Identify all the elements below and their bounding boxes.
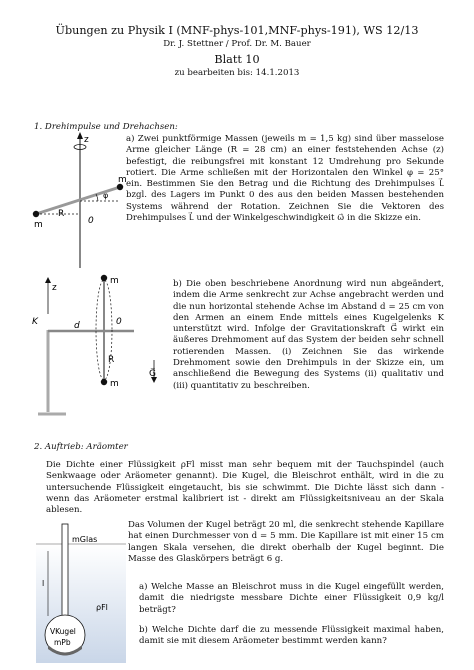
label-zero: 0: [88, 216, 94, 226]
label-R: R: [58, 209, 65, 219]
problem1-part-a: a) Zwei punktförmige Massen (jeweils m = 1,5 kg) sind über masselose Arme gleicher Länge (R = 28 cm) an einer feststehenden Achse (z) befestigt, die reibungsfrei mit konstant 12 Umdrehung pro Sekunde rotiert. Die Arme schließen mit der Horizontalen den Winkel φ = 25° ein. Bestimmen Sie den Betrag und die Richtung des Drehimpulses L⃗ bzgl. des Lagers im Punkt 0 des aus den beiden Massen bestehenden Systems während der Rotation. Zeichnen Sie die Vektoren des Drehimpulses L⃗ und der Winkelgeschwindigkeit ω⃗ in die Skizze ein.: [126, 134, 444, 224]
sheet-authors: Dr. J. Stettner / Prof. Dr. M. Bauer: [163, 39, 311, 49]
problem2-question-a: a) Welche Masse an Bleischrot muss in die Kugel eingefüllt werden, damit die niedrigste messbare Dichte einer Flüssigkeit 0,9 kg/l beträgt?: [139, 582, 444, 615]
problem2-intro: Die Dichte einer Flüssigkeit ρFl misst man sehr bequem mit der Tauchspindel (auch Senkwaage oder Aräometer genannt). Die Kugel, die Bleischrot enthält, wird in die zu untersuchende Flüssigkeit eingetaucht, bis sie schwimmt. Die Dichte lässt sich dann - wenn das Aräometer erstmal kalibriert ist - direkt am Flüssigkeitsniveau an der Skala ablesen.: [46, 460, 444, 516]
label-G: G⃗: [149, 369, 156, 379]
figure-gyroscope: [32, 272, 172, 424]
due-date: zu bearbeiten bis: 14.1.2013: [174, 68, 300, 78]
label-l: l: [42, 579, 45, 588]
label-R: R: [108, 355, 115, 365]
label-m-pb: mPb: [54, 638, 71, 647]
label-m-bottom: m: [34, 220, 43, 230]
label-m-top: m: [110, 276, 119, 286]
figure-rotating-masses: [28, 130, 138, 270]
problem1-heading: 1. Drehimpulse und Drehachsen:: [34, 122, 178, 132]
label-m-glas: mGlas: [72, 535, 98, 544]
axis-arrow-icon: [77, 132, 83, 139]
label-m-bottom: m: [110, 379, 119, 389]
label-phi: φ: [103, 191, 109, 200]
mass-bottom: [101, 379, 107, 385]
z-arrow-head-icon: [45, 277, 51, 283]
label-rho: ρFl: [96, 603, 108, 612]
mass-top: [101, 275, 107, 281]
problem2-paragraph: Das Volumen der Kugel beträgt 20 ml, die senkrecht stehende Kapillare hat einen Durchmesser von d = 5 mm. Die Kapillare ist mit einer 15 cm langen Skala versehen, die direkt oberhalb der Kugel beginnt. Die Masse des Glaskörpers beträgt 6 g.: [128, 520, 444, 564]
label-z: z: [52, 283, 57, 293]
figure-areometer: [36, 518, 126, 663]
capillary: [62, 524, 68, 616]
label-K: K: [32, 317, 38, 327]
label-m-top: m: [118, 175, 127, 185]
mass-bottom: [33, 211, 39, 217]
problem2-question-b: b) Welche Dichte darf die zu messende Flüssigkeit maximal haben, damit sie mit diesem Aräometer bestimmt werden kann?: [139, 625, 444, 647]
sheet-number: Blatt 10: [214, 53, 260, 66]
label-zero: 0: [116, 317, 122, 327]
sheet-title: Übungen zu Physik I (MNF-phys-101,MNF-phys-191), WS 12/13: [55, 24, 419, 37]
label-v-kugel: VKugel: [50, 627, 76, 636]
label-z: z: [84, 135, 89, 145]
problem1-part-b: b) Die oben beschriebene Anordnung wird nun abgeändert, indem die Arme senkrecht zur Achse angebracht werden und die nun horizontal stehende Achse im Abstand d = 25 cm von den Armen an einem Ende mittels eines Kugelgelenks K unterstützt wird. Infolge der Gravitationskraft G⃗ wirkt ein äußeres Drehmoment auf das System der beiden sehr schnell rotierenden Massen. (i) Zeichnen Sie das wirkende Drehmoment sowie den Drehimpuls in der Skizze ein, um anschließend die Bewegung des Systems (ii) qualitativ und (iii) quantitativ zu beschreiben.: [173, 279, 444, 391]
label-d: d: [74, 321, 80, 331]
problem2-heading: 2. Auftrieb: Aräomter: [34, 442, 128, 452]
